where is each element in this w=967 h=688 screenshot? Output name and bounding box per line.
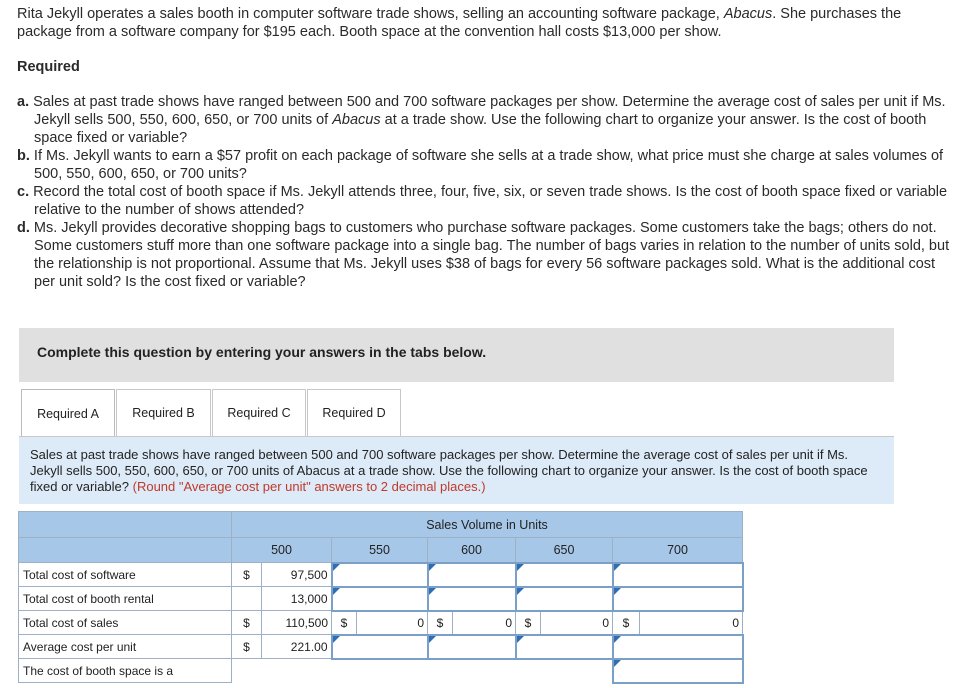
row-booth-rental	[19, 587, 743, 611]
volume-550: 550	[332, 538, 428, 563]
currency-symbol	[232, 587, 262, 611]
value-600: 0	[453, 611, 516, 635]
volume-500: 500	[232, 538, 332, 563]
input-booth-600[interactable]	[428, 587, 516, 611]
value-500: 221.00	[262, 635, 332, 659]
cost-worksheet	[18, 511, 744, 684]
tab-question-text: Sales at past trade shows have ranged between 500 and 700 software packages per show. Determine the average cost of sales per unit if Ms. Jekyll sells 500, 550, 600, 650, or 700 units of Abacus at a trade show. Use the following chart to organize your answer. Is the cost of booth space fixed or variable?	[30, 447, 868, 494]
question-text: Record the total cost of booth space if Ms. Jekyll attends three, four, five, six, or seven trade shows. Is the cost of booth space fixed or variable relative to the number of shows attended?	[33, 184, 948, 218]
volume-650: 650	[516, 538, 613, 563]
input-booth-650[interactable]	[516, 587, 613, 611]
question-b	[17, 147, 959, 183]
currency-symbol: $	[232, 611, 262, 635]
intro-text: Rita Jekyll operates a sales booth in computer software trade shows, selling an accounting software package, Abacus. She purchases the package from a software company for $195 each. Booth space at the convention hall costs $13,000 per show.	[17, 6, 902, 40]
volume-700: 700	[613, 538, 743, 563]
currency-symbol: $	[428, 611, 453, 635]
row-label: Total cost of booth rental	[19, 587, 232, 611]
currency-symbol: $	[516, 611, 541, 635]
value-650: 0	[541, 611, 613, 635]
question-text: If Ms. Jekyll wants to earn a $57 profit on each package of software she sells at a trade show, what price must she charge at sales volumes of 500, 550, 600, 650, or 700 units?	[33, 148, 944, 182]
question-letter: b.	[17, 148, 30, 164]
currency-symbol: $	[232, 563, 262, 587]
banner-text: Complete this question by entering your answers in the tabs below.	[37, 344, 487, 360]
tab-question-panel	[19, 437, 894, 504]
row-label: Average cost per unit	[19, 635, 232, 659]
input-software-700[interactable]	[613, 563, 743, 587]
tab-required-d[interactable]: Required D	[307, 389, 401, 436]
row-label: The cost of booth space is a	[19, 659, 232, 683]
row-software-cost	[19, 563, 743, 587]
tab-required-c[interactable]: Required C	[212, 389, 306, 436]
select-booth-cost-type[interactable]	[613, 659, 743, 683]
header-corner	[19, 512, 232, 538]
row-booth-type	[19, 659, 743, 683]
sales-volume-header: Sales Volume in Units	[232, 512, 743, 538]
input-software-550[interactable]	[332, 563, 428, 587]
input-avg-700[interactable]	[613, 635, 743, 659]
input-software-600[interactable]	[428, 563, 516, 587]
question-letter: c.	[17, 184, 30, 200]
input-software-650[interactable]	[516, 563, 613, 587]
value-700: 0	[640, 611, 743, 635]
input-avg-650[interactable]	[516, 635, 613, 659]
spacer	[232, 659, 613, 683]
currency-symbol: $	[332, 611, 357, 635]
rounding-hint: (Round "Average cost per unit" answers to 2 decimal places.)	[132, 479, 486, 494]
row-label: Total cost of sales	[19, 611, 232, 635]
required-heading: Required	[17, 59, 80, 75]
question-c	[17, 183, 959, 219]
row-label: Total cost of software	[19, 563, 232, 587]
header-corner	[19, 538, 232, 563]
problem-intro	[17, 5, 957, 41]
input-avg-550[interactable]	[332, 635, 428, 659]
row-total-sales	[19, 611, 743, 635]
value-500: 110,500	[262, 611, 332, 635]
question-d	[17, 219, 959, 291]
question-letter: d.	[17, 220, 30, 236]
question-text: Sales at past trade shows have ranged between 500 and 700 software packages per show. Determine the average cost of sales per unit if Ms. Jekyll sells 500, 550, 600, 650, or 700 units of Abacus at a trade show. Use the following chart to organize your answer. Is the cost of booth space fixed or variable?	[33, 94, 946, 146]
currency-symbol: $	[613, 611, 640, 635]
question-letter: a.	[17, 94, 30, 110]
value-500: 13,000	[262, 587, 332, 611]
row-average-cost	[19, 635, 743, 659]
value-550: 0	[357, 611, 428, 635]
input-booth-550[interactable]	[332, 587, 428, 611]
tab-required-b[interactable]: Required B	[116, 389, 211, 436]
volume-600: 600	[428, 538, 516, 563]
input-booth-700[interactable]	[613, 587, 743, 611]
tab-required-a[interactable]: Required A	[21, 389, 115, 438]
tab-question	[30, 447, 875, 495]
currency-symbol: $	[232, 635, 262, 659]
question-list	[17, 93, 959, 291]
question-a	[17, 93, 959, 147]
instruction-banner	[19, 328, 894, 382]
question-text: Ms. Jekyll provides decorative shopping bags to customers who purchase software packages. Some customers take the bags; others do not. Some customers stuff more than one software package into a single bag. The number of bags varies in relation to the number of units sold, but the relationship is not proportional. Assume that Ms. Jekyll uses $38 of bags for every 56 software packages sold. What is the additional cost per unit sold? Is the cost fixed or variable?	[33, 220, 950, 290]
value-500: 97,500	[262, 563, 332, 587]
input-avg-600[interactable]	[428, 635, 516, 659]
